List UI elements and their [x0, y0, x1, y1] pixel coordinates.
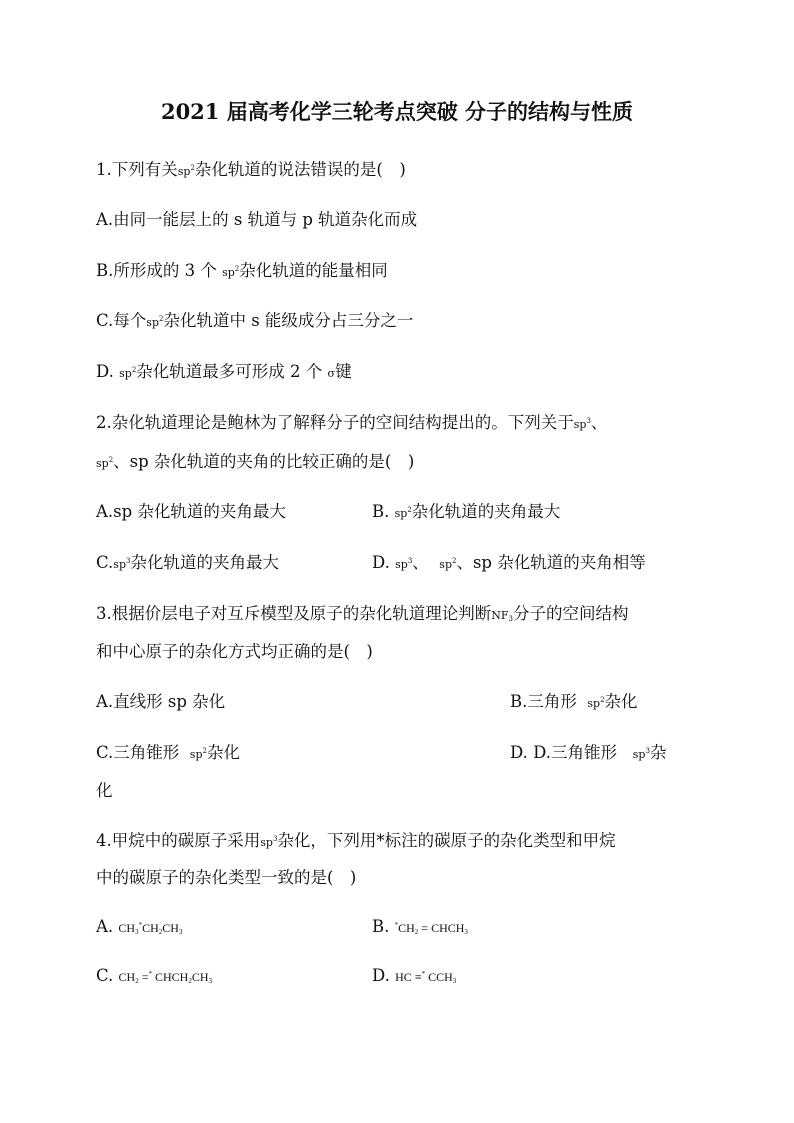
q4-stem-line-1: 4.甲烷中的碳原子采用$sp^3$杂化，下列用*标注的碳原子的杂化类型和甲烷 — [96, 831, 616, 850]
formula-a: $CH_3^*CH_2CH_3$ — [118, 921, 183, 936]
q1-option-b: B.所形成的 3 个 $sp^2$杂化轨道的能量相同 — [96, 261, 388, 280]
q2-stem-line-1: 2.杂化轨道理论是鲍林为了解释分子的空间结构提出的。下列关于$sp^3$、 — [96, 413, 608, 432]
page-title: 2021 届高考化学三轮考点突破 分子的结构与性质 — [160, 99, 634, 124]
q4-option-c: C. $CH_2 =^*$ $CHCH_2CH_3$ — [96, 966, 213, 985]
q1-option-c: C.每个$sp^2$杂化轨道中 s 能级成分占三分之一 — [96, 311, 414, 330]
q3-stem-line-2: 和中心原子的杂化方式均正确的是( ) — [96, 642, 373, 661]
q1-option-a: A.由同一能层上的 s 轨道与 p 轨道杂化而成 — [96, 210, 418, 229]
q4-option-b: B. $^*CH_2$ = $CHCH_3$ — [372, 917, 468, 936]
q3-stem-line-1: 3.根据价层电子对互斥模型及原子的杂化轨道理论判断$NF_3$分子的空间结构 — [96, 604, 629, 623]
q2-option-b: B. $sp^2$杂化轨道的夹角最大 — [372, 502, 561, 521]
q1-stem: 1.下列有关$sp^2$杂化轨道的说法错误的是( ) — [96, 160, 406, 179]
q4-option-a: A. $CH_3^*CH_2CH_3$ — [96, 917, 183, 936]
q3-option-c: C.三角锥形 $sp^2$杂化 — [96, 743, 240, 762]
q2-option-c: $C.sp^3$杂化轨道的夹角最大 — [96, 553, 279, 572]
q2-option-d: D. $sp^3$、 $sp^2$、sp 杂化轨道的夹角相等 — [372, 553, 646, 572]
q4-option-d: D. HC ≡* $CCH_3$ — [372, 966, 457, 985]
q3-option-d-wrap: 化 — [96, 781, 113, 800]
q3-option-b: B.三角形 $sp^2$杂化 — [510, 692, 638, 711]
formula-d: HC ≡* $CCH_3$ — [395, 970, 457, 985]
q2-stem-line-2: $sp^2$、sp 杂化轨道的夹角的比较正确的是( ) — [96, 452, 415, 471]
q3-option-a: A.直线形 sp 杂化 — [96, 692, 226, 711]
q2-option-a: A.sp 杂化轨道的夹角最大 — [96, 502, 286, 521]
q1-option-d: D. $sp^2$杂化轨道最多可形成 2 个 σ键 — [96, 362, 352, 381]
formula-c: $CH_2 =^*$ $CHCH_2CH_3$ — [118, 970, 213, 985]
q3-option-d: D. D.三角锥形 $sp^3$杂 — [510, 743, 667, 762]
q4-stem-line-2: 中的碳原子的杂化类型一致的是( ) — [96, 868, 357, 887]
formula-b: $^*CH_2$ = $CHCH_3$ — [394, 921, 468, 936]
